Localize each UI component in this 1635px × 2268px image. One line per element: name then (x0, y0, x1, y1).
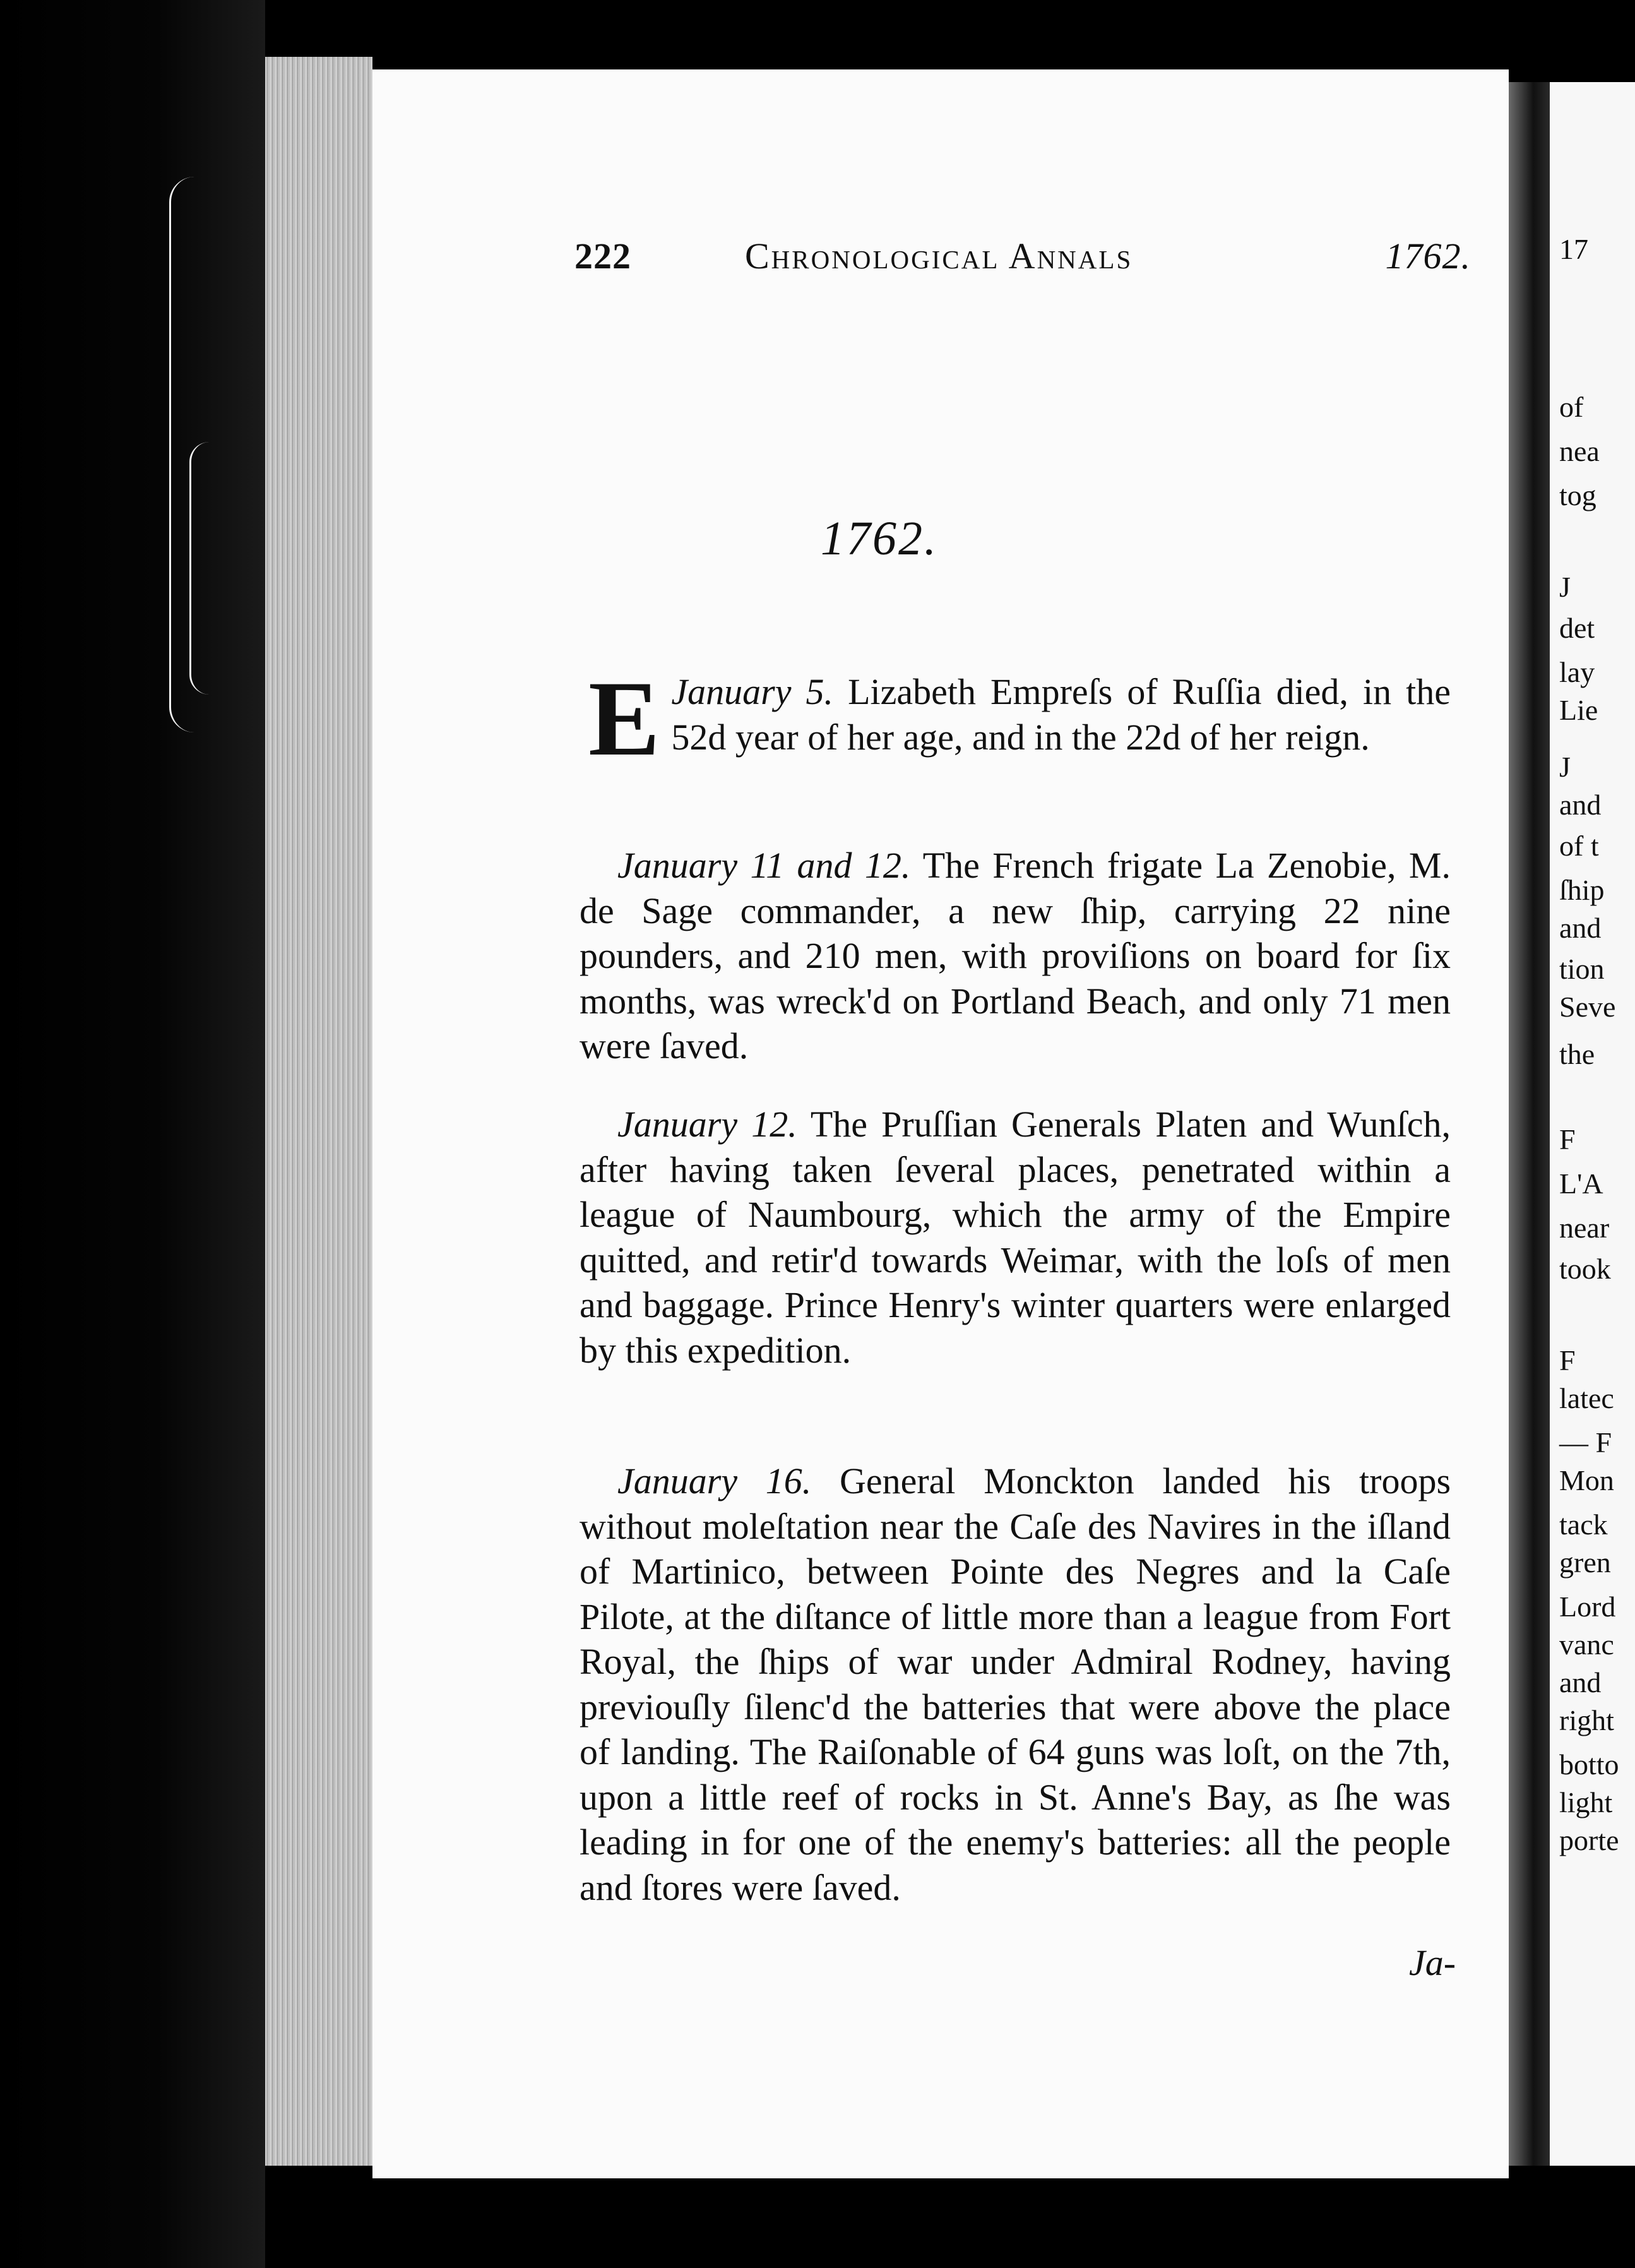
drop-cap: E (588, 659, 660, 778)
entry-text: General Monckton landed his troops without moleſtation near the Caſe des Navires in the iſland of Martinico, between Pointe des Negres and la Caſe Pilote, at the diſtance of little more than a league from Fort Royal, the ſhips of war under Admiral Rodney, having previouſly ſilenc'd the batteries that were above the place of landing. The Raiſonable of 64 guns was loſt, on the 7th, upon a little reef of rocks in St. Anne's Bay, as ſhe was leading in for one of the enemy's batteries: all the people and ſtores were ſaved. (580, 1460, 1451, 1908)
entry-date: January 5. (671, 671, 834, 712)
entry-jan-12 (580, 1102, 1451, 1373)
facing-page-fragment: right (1559, 1704, 1614, 1736)
facing-page-fragment: and (1559, 1666, 1602, 1698)
facing-page-fragment: near (1559, 1212, 1610, 1244)
entry-date: January 16. (617, 1460, 812, 1501)
running-title: Chronological Annals (745, 236, 1133, 277)
entry-date: January 11 and 12. (617, 845, 911, 886)
book-gutter (1509, 82, 1550, 2166)
entry-jan-16 (580, 1459, 1451, 1910)
facing-page-fragment: J (1559, 751, 1571, 783)
entry-date: January 12. (617, 1104, 797, 1145)
entry-jan-5 (580, 659, 1451, 778)
facing-page-fragment: Mon (1559, 1464, 1614, 1496)
facing-page-fragment: botto (1559, 1748, 1619, 1781)
facing-page-fragment: the (1559, 1038, 1595, 1070)
facing-page-fragment: tack (1559, 1508, 1608, 1541)
book-page-edges (265, 57, 372, 2166)
facing-page-fragment: and (1559, 789, 1602, 821)
entry-text: The Pruſſian Generals Platen and Wunſch, after having taken ſeveral places, penetrated within a league of Naumbourg, which the army of the Empire quitted, and retir'd towards Weimar, with the loſs of men and baggage. Prince Henry's winter quarters were enlarged by this expedition. (580, 1104, 1451, 1371)
facing-page-fragment: F (1559, 1123, 1576, 1155)
facing-page-fragment: tion (1559, 953, 1605, 985)
facing-page-fragment: light (1559, 1786, 1613, 1818)
facing-page-fragment: lay (1559, 656, 1595, 688)
facing-page-fragment: nea (1559, 435, 1600, 467)
facing-page-fragment: 17 (1559, 233, 1588, 265)
facing-page-fragment: tog (1559, 479, 1596, 511)
facing-page-fragment: ſhip (1559, 874, 1605, 906)
page-number: 222 (574, 236, 631, 277)
loose-thread (189, 442, 229, 695)
facing-page-fragment: and (1559, 912, 1602, 944)
facing-page-fragment: latec (1559, 1382, 1614, 1414)
entry-text: The French frigate La Zenobie, M. de Sage commander, a new ſhip, carrying 22 nine pounders, and 210 men, with proviſions on board for ſix months, was wreck'd on Portland Beach, and only 71 men were ſaved. (580, 845, 1451, 1066)
facing-page-fragment: of (1559, 391, 1584, 423)
facing-page-fragment: L'A (1559, 1167, 1603, 1200)
facing-page-fragment: det (1559, 612, 1595, 644)
facing-page-fragment: took (1559, 1253, 1611, 1285)
entry-jan-11-12 (580, 843, 1451, 1069)
year-heading: 1762. (821, 512, 938, 565)
facing-page-fragment: porte (1559, 1824, 1619, 1856)
facing-page-fragment: Lord (1559, 1591, 1616, 1623)
entry-text: Lizabeth Empreſs of Ruſſia died, in the 52d year of her age, and in the 22d of her reign. (671, 671, 1451, 758)
facing-page-fragment: F (1559, 1344, 1576, 1376)
catchword: Ja- (1409, 1942, 1456, 1983)
facing-page-fragment: of t (1559, 830, 1599, 862)
running-header (574, 235, 1471, 292)
facing-page-fragment: Lie (1559, 694, 1598, 726)
facing-page-fragment: gren (1559, 1546, 1611, 1579)
facing-page-fragment: vanc (1559, 1628, 1614, 1661)
header-year: 1762. (1385, 236, 1471, 277)
facing-page-fragment: J (1559, 571, 1571, 603)
facing-page-fragment: Seve (1559, 991, 1616, 1023)
book-fore-edge-shadow (0, 0, 265, 2268)
facing-page-fragment: — F (1559, 1426, 1612, 1459)
